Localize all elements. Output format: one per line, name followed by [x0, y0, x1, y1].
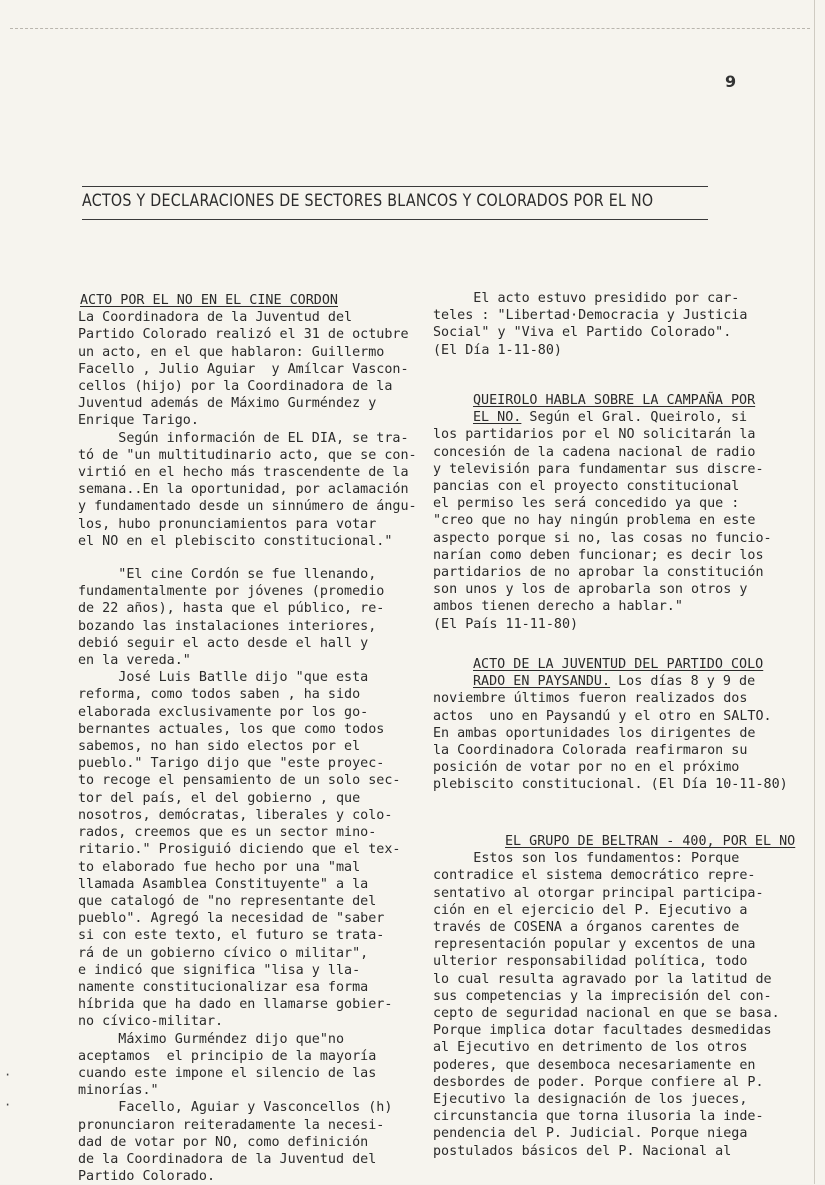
margin-mark: · [4, 1068, 12, 1082]
text-line: los partidarios por el NO solicitarán la [433, 427, 756, 443]
text-line: aspecto porque si no, las cosas no funcio- [433, 530, 772, 546]
page-number: 9 [725, 72, 737, 91]
text-line: representación popular y excentos de una [433, 937, 756, 953]
text-line: poderes, que desemboca necesariamente en [433, 1057, 756, 1073]
text-line: través de COSENA a órganos carentes de [433, 920, 740, 936]
section-beltran [433, 833, 795, 1160]
paragraph-gap [78, 550, 378, 566]
text-line: en la vereda." [78, 653, 191, 669]
text-line: La Coordinadora de la Juventud del [78, 310, 353, 326]
section-title-juventud [473, 656, 788, 673]
text-line: un acto, en el que hablaron: Guillermo [78, 344, 385, 360]
text-line: virtió en el hecho más trascendente de la [78, 465, 409, 481]
text-line: Enrique Tarigo. [78, 413, 199, 429]
text-line: dad de votar por NO, como definición [78, 1134, 369, 1150]
juventud-first-line-rest: Los días 8 y 9 de [610, 674, 756, 690]
text-line: ulterior responsabilidad política, todo [433, 954, 748, 970]
queirolo-title-line2: EL NO. [473, 410, 522, 426]
text-line: ritario." Prosiguió diciendo que el tex- [78, 842, 401, 858]
section-body-cine-cordon [78, 309, 417, 550]
text-line: to elaborado fue hecho por una "mal [78, 859, 361, 875]
text-line: cuando este impone el silencio de las [78, 1065, 377, 1081]
section-title-queirolo [473, 392, 772, 409]
text-line: y fundamentado desde un sinnúmero de ángu- [78, 499, 417, 515]
queirolo-first-line [473, 409, 772, 426]
text-line: lo cual resulta agravado por la latitud de [433, 971, 772, 987]
text-line: minorías." [78, 1083, 159, 1099]
juventud-body [433, 690, 788, 793]
beltran-body [433, 850, 795, 1160]
section-body-cine-cordon-quotes [78, 566, 401, 1185]
text-line: los, hubo pronunciamientos para votar [78, 516, 377, 532]
text-line: contradice el sistema democrático repre- [433, 868, 756, 884]
text-line: Según información de EL DIA, se tra- [78, 430, 409, 446]
text-line: semana..En la oportunidad, por aclamación [78, 482, 409, 498]
text-line: Partido Colorado. [78, 1169, 216, 1185]
text-line: híbrida que ha dado en llamarse gobier- [78, 997, 393, 1013]
text-line: "El cine Cordón se fue llenando, [78, 567, 377, 583]
text-line: rados, creemos que es un sector mino- [78, 825, 377, 841]
right-column [433, 290, 796, 1159]
text-line: sabemos, no han sido electos por el [78, 739, 361, 755]
text-line: cepto de seguridad nacional en que se basa. [433, 1006, 780, 1022]
section-juventud-paysandu [433, 656, 788, 794]
text-line: narían como deben funcionar; es decir los [433, 547, 764, 563]
queirolo-first-line-rest: Según el Gral. Queirolo, si [521, 410, 748, 426]
text-line: bernantes actuales, los que como todos [78, 721, 385, 737]
text-line: Facello , Julio Aguiar y Amílcar Vascon- [78, 361, 409, 377]
text-line: En ambas oportunidades los dirigentes de [433, 725, 756, 741]
text-line: fundamentalmente por jóvenes (promedio [78, 584, 385, 600]
text-line: actos uno en Paysandú y el otro en SALTO. [433, 708, 772, 724]
juventud-title-line1: ACTO DE LA JUVENTUD DEL PARTIDO COLO [473, 657, 764, 672]
margin-mark: · [4, 1098, 12, 1112]
text-line: teles : "Libertad·Democracia y Justicia [433, 308, 748, 324]
text-line: sentativo al otorgar principal participa- [433, 885, 764, 901]
text-line: debió seguir el acto desde el hall y [78, 635, 369, 651]
text-line: ción en el ejercicio del P. Ejecutivo a [433, 902, 748, 918]
text-line: son unos y los de aprobarla son otros y [433, 582, 748, 598]
text-line: Porque implica dotar facultades desmedidas [433, 1023, 772, 1039]
text-line: Juventud además de Máximo Gurméndez y [78, 396, 377, 412]
text-line: posición de votar por no en el próximo [433, 760, 740, 776]
text-line: el NO en el plebiscito constitucional." [78, 533, 393, 549]
text-line: tó de "un multitudinario acto, que se con- [78, 447, 417, 463]
text-line: circunstancia que torna ilusoria la inde- [433, 1109, 764, 1125]
juventud-first-line [473, 673, 788, 690]
section-title-cine-cordon: ACTO POR EL NO EN EL CINE CORDON [80, 293, 338, 308]
right-edge-rule [814, 0, 815, 1184]
text-line: elaborada exclusivamente por los go- [78, 704, 369, 720]
text-line: desbordes de poder. Porque confiere al P. [433, 1074, 764, 1090]
text-line: concesión de la cadena nacional de radio [433, 444, 756, 460]
headline-rule-top [82, 186, 708, 187]
text-line: Social" y "Viva el Partido Colorado". [433, 325, 732, 341]
text-line: "creo que no hay ningún problema en este [433, 513, 756, 529]
text-line: rá de un gobierno cívico o militar", [78, 945, 369, 961]
left-column [78, 292, 417, 1185]
juventud-title-line2: RADO EN PAYSANDU. [473, 674, 611, 690]
section-title-beltran: EL GRUPO DE BELTRAN - 400, POR EL NO [505, 834, 796, 849]
text-line: bozando las instalaciones interiores, [78, 618, 377, 634]
text-line: (El Día 1-11-80) [433, 342, 562, 358]
text-line: cellos (hijo) por la Coordinadora de la [78, 379, 393, 395]
text-line: pueblo." Tarigo dijo que "este proyec- [78, 756, 385, 772]
text-line: Estos son los fundamentos: Porque [433, 851, 740, 867]
text-line: de la Coordinadora de la Juventud del [78, 1151, 377, 1167]
text-line: to recoge el pensamiento de un solo sec- [78, 773, 401, 789]
text-line: ambos tienen derecho a hablar." [433, 599, 683, 615]
text-line: partidarios de no aprobar la constitución [433, 565, 764, 581]
text-line: y televisión para fundamentar sus discre- [433, 461, 764, 477]
text-line: al Ejecutivo en detrimento de los otros [433, 1040, 748, 1056]
text-line: el permiso les será concedido ya que : [433, 496, 740, 512]
text-line: pueblo". Agregó la necesidad de "saber [78, 911, 385, 927]
queirolo-body [433, 426, 772, 632]
text-line: sus competencias y la imprecisión del con- [433, 988, 772, 1004]
queirolo-title-line1: QUEIROLO HABLA SOBRE LA CAMPAÑA POR [473, 393, 756, 408]
text-line: Máximo Gurméndez dijo que"no [78, 1031, 345, 1047]
headline-rule-bottom [82, 219, 708, 220]
text-line: Ejecutivo la designación de los jueces, [433, 1092, 748, 1108]
text-line: postulados básicos del P. Nacional al [433, 1143, 732, 1159]
headline: ACTOS Y DECLARACIONES DE SECTORES BLANCOS Y COLORADOS POR EL NO [82, 191, 654, 211]
text-line: reforma, como todos saben , ha sido [78, 687, 361, 703]
text-line: tor del país, el del gobierno , que [78, 790, 361, 806]
text-line: namente constitucionalizar esa forma [78, 979, 369, 995]
text-line: no cívico-militar. [78, 1014, 224, 1030]
acto-presidencia-text [433, 290, 773, 359]
text-line: (El País 11-11-80) [433, 616, 579, 632]
text-line: José Luis Batlle dijo "que esta [78, 670, 369, 686]
text-line: llamada Asamblea Constituyente" a la [78, 876, 369, 892]
text-line: plebiscito constitucional. (El Día 10-11-80) [433, 777, 788, 793]
text-line: noviembre últimos fueron realizados dos [433, 691, 748, 707]
text-line: Partido Colorado realizó el 31 de octubre [78, 327, 409, 343]
section-queirolo [433, 392, 772, 633]
top-edge-rule [10, 28, 810, 29]
text-line: pendencia del P. Judicial. Porque niega [433, 1126, 748, 1142]
text-line: que catalogó de "no representante del [78, 893, 377, 909]
text-line: El acto estuvo presidido por car- [433, 291, 740, 306]
text-line: pronunciaron reiteradamente la necesi- [78, 1117, 385, 1133]
text-line: si con este texto, el futuro se trata- [78, 928, 385, 944]
text-line: pancias con el proyecto constitucional [433, 479, 740, 495]
text-line: Facello, Aguiar y Vasconcellos (h) [78, 1100, 393, 1116]
text-line: la Coordinadora Colorada reafirmaron su [433, 743, 748, 759]
text-line: de 22 años), hasta que el público, re- [78, 601, 385, 617]
text-line: nosotros, demócratas, liberales y colo- [78, 807, 393, 823]
text-line: aceptamos el principio de la mayoría [78, 1048, 377, 1064]
text-line: e indicó que significa "lisa y lla- [78, 962, 361, 978]
